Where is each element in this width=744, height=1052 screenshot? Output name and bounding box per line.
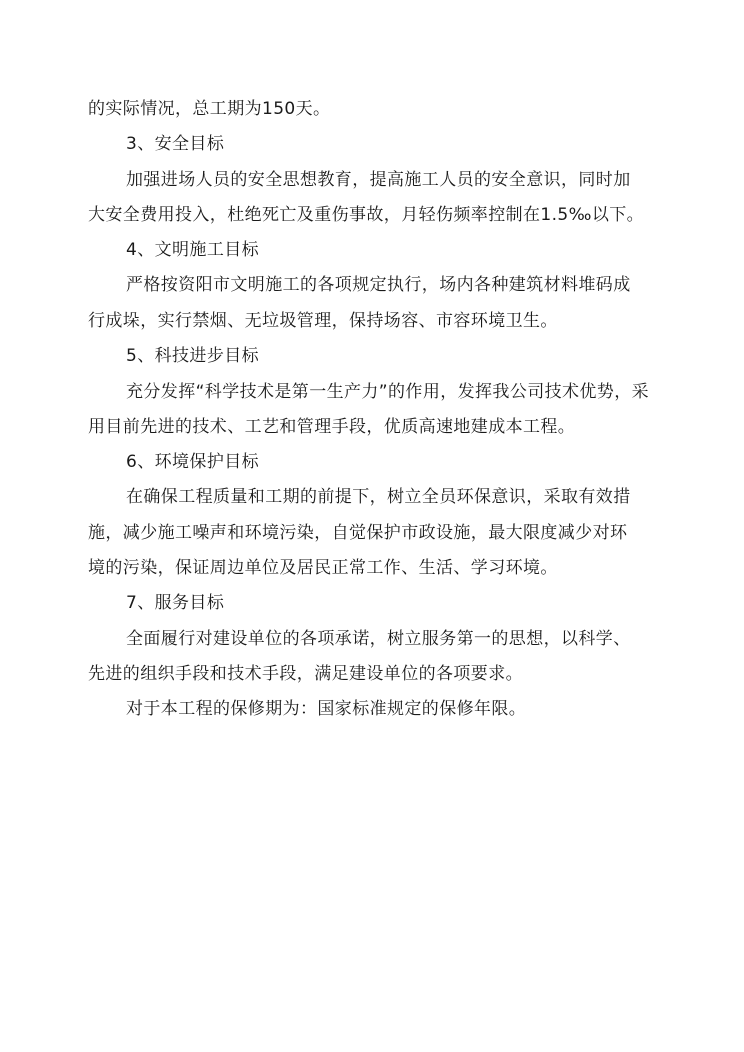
civilized-line-2: 行成垛，实行禁烟、无垃圾管理，保持场容、市容环境卫生。	[88, 311, 558, 331]
section-heading-tech: 5、科技进步目标	[126, 346, 260, 366]
safety-line-2: 大安全费用投入，杜绝死亡及重伤事故，月轻伤频率控制在1.5‰以下。	[88, 205, 645, 225]
section-heading-safety: 3、安全目标	[126, 134, 225, 154]
service-line-2: 先进的组织手段和技术手段，满足建设单位的各项要求。	[88, 664, 523, 684]
warranty-line: 对于本工程的保修期为：国家标准规定的保修年限。	[126, 699, 527, 719]
intro-tail-line: 的实际情况，总工期为150天。	[88, 99, 331, 119]
service-line-1: 全面履行对建设单位的各项承诺，树立服务第一的思想，以科学、	[126, 629, 631, 649]
section-heading-service: 7、服务目标	[126, 593, 225, 613]
env-line-2: 施，减少施工噪声和环境污染，自觉保护市政设施，最大限度减少对环	[88, 523, 628, 543]
tech-line-2: 用目前先进的技术、工艺和管理手段，优质高速地建成本工程。	[88, 417, 576, 437]
section-heading-env: 6、环境保护目标	[126, 452, 260, 472]
section-heading-civilized: 4、文明施工目标	[126, 240, 260, 260]
safety-line-1: 加强进场人员的安全思想教育，提高施工人员的安全意识，同时加	[126, 170, 631, 190]
tech-line-1: 充分发挥“科学技术是第一生产力”的作用，发挥我公司技术优势，采	[126, 382, 650, 402]
civilized-line-1: 严格按资阳市文明施工的各项规定执行，场内各种建筑材料堆码成	[126, 275, 631, 295]
env-line-3: 境的污染，保证周边单位及居民正常工作、生活、学习环境。	[88, 558, 558, 578]
env-line-1: 在确保工程质量和工期的前提下，树立全员环保意识，采取有效措	[126, 487, 631, 507]
